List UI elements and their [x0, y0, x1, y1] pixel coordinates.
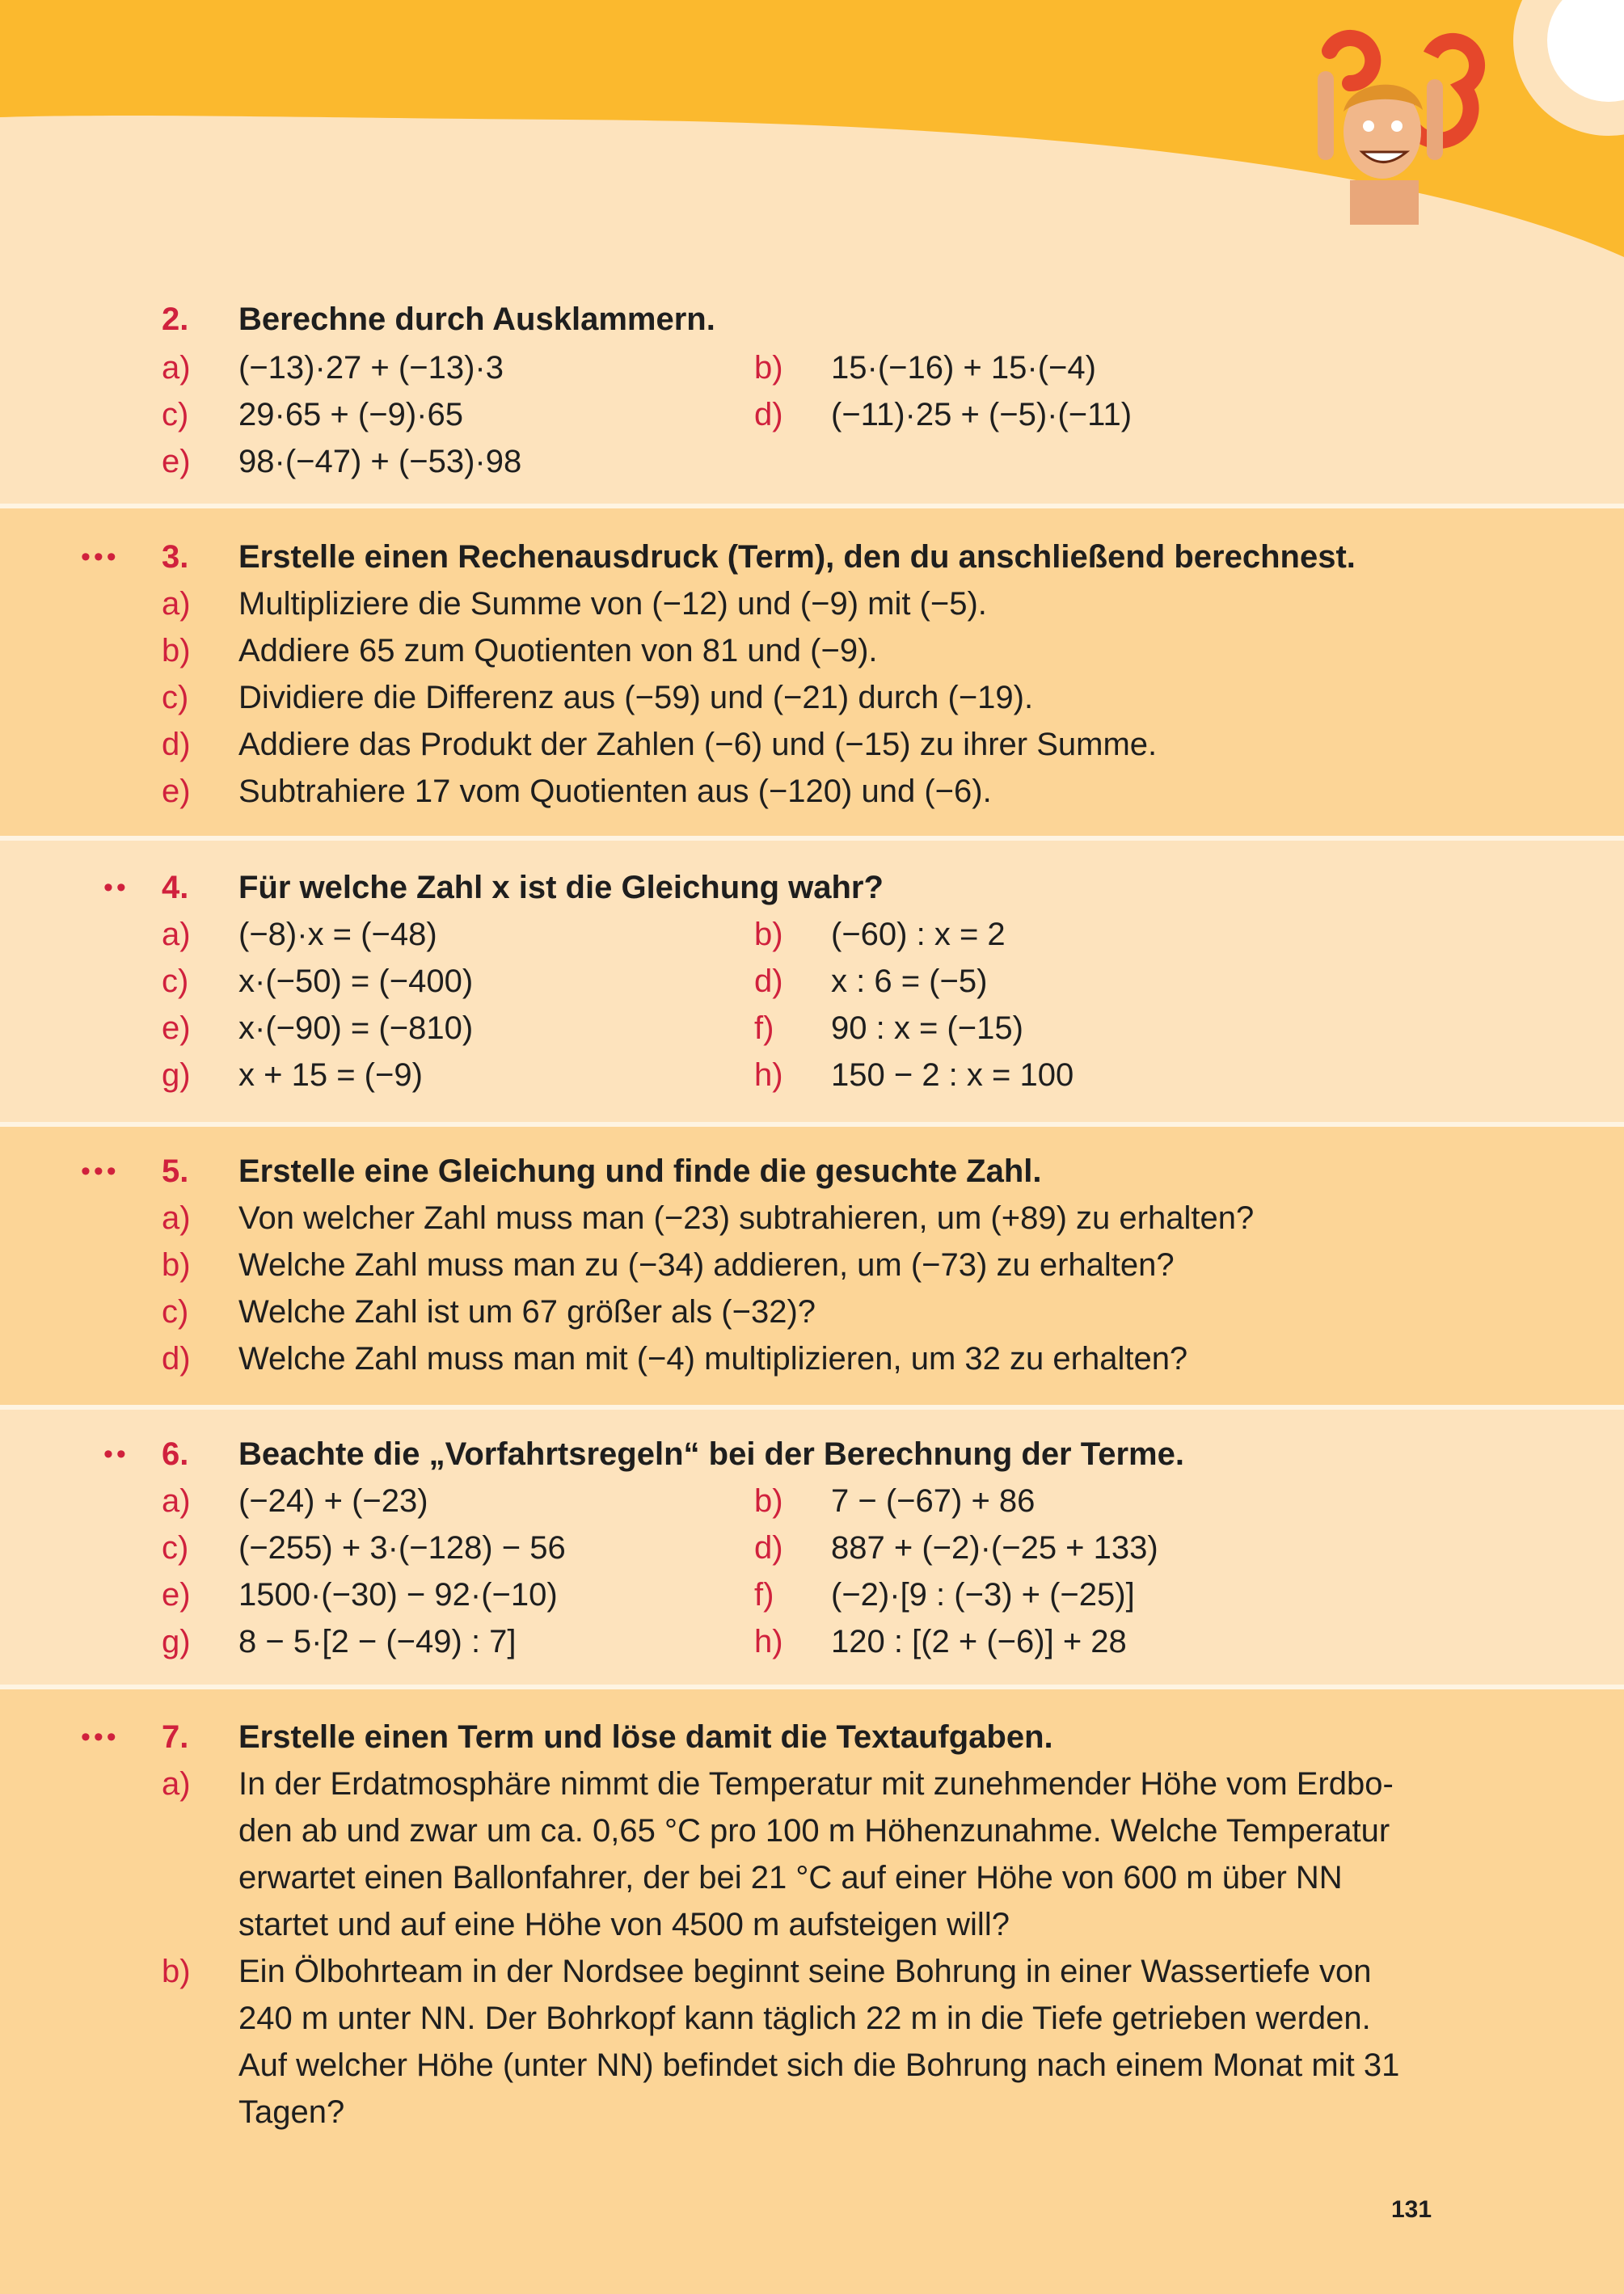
task-number: 5.	[162, 1153, 189, 1189]
item-text-line: Auf welcher Höhe (unter NN) befindet sich die Bohrung nach einem Monat mit 31	[238, 2047, 1400, 2083]
item-letter: b)	[162, 1954, 191, 1989]
task-heading: Berechne durch Ausklammern.	[238, 302, 715, 337]
item-letter: h)	[754, 1057, 783, 1093]
item-text-line: startet und auf eine Höhe von 4500 m aufsteigen will?	[238, 1907, 1010, 1942]
item-text: x·(−90) = (−810)	[238, 1010, 474, 1046]
task-heading: Für welche Zahl x ist die Gleichung wahr?	[238, 870, 884, 905]
item-text: (−8)·x = (−48)	[238, 917, 437, 952]
item-letter: b)	[162, 633, 191, 668]
task-heading: Erstelle einen Term und löse damit die Textaufgaben.	[238, 1719, 1053, 1755]
item-text: x : 6 = (−5)	[831, 964, 988, 999]
task-number: 6.	[162, 1436, 189, 1472]
item-letter: b)	[754, 350, 783, 386]
item-letter: d)	[754, 397, 783, 432]
item-text-line: 240 m unter NN. Der Bohrkopf kann täglich 22 m in die Tiefe getrieben werden.	[238, 2001, 1371, 2036]
item-text: 8 − 5·[2 − (−49) : 7]	[238, 1624, 517, 1659]
item-letter: a)	[162, 350, 191, 386]
difficulty-dots: •••	[81, 1156, 120, 1187]
task-heading: Erstelle eine Gleichung und finde die gesuchte Zahl.	[238, 1153, 1042, 1189]
item-text: Welche Zahl ist um 67 größer als (−32)?	[238, 1294, 816, 1330]
item-letter: b)	[162, 1247, 191, 1283]
item-letter: c)	[162, 1530, 189, 1566]
item-text: 98·(−47) + (−53)·98	[238, 444, 522, 479]
item-letter: c)	[162, 964, 189, 999]
difficulty-dots: •••	[81, 1722, 120, 1752]
item-text: (−11)·25 + (−5)·(−11)	[831, 397, 1133, 432]
item-text: 7 − (−67) + 86	[831, 1483, 1036, 1519]
item-letter: f)	[754, 1577, 774, 1613]
item-text: 29·65 + (−9)·65	[238, 397, 463, 432]
item-letter: h)	[754, 1624, 783, 1659]
item-letter: a)	[162, 917, 191, 952]
item-letter: a)	[162, 1766, 191, 1802]
page-number: 131	[1391, 2196, 1432, 2223]
item-letter: a)	[162, 1483, 191, 1519]
item-text: Dividiere die Differenz aus (−59) und (−21) durch (−19).	[238, 680, 1034, 715]
item-letter: c)	[162, 680, 189, 715]
item-text: 887 + (−2)·(−25 + 133)	[831, 1530, 1158, 1566]
item-letter: b)	[754, 1483, 783, 1519]
item-text-line: Tagen?	[238, 2094, 345, 2130]
task-heading: Erstelle einen Rechenausdruck (Term), den du anschließend berechnest.	[238, 539, 1356, 575]
item-text: Subtrahiere 17 vom Quotienten aus (−120) und (−6).	[238, 774, 992, 809]
item-text: Welche Zahl muss man zu (−34) addieren, um (−73) zu erhalten?	[238, 1247, 1175, 1283]
item-letter: g)	[162, 1624, 191, 1659]
item-text-line: erwartet einen Ballonfahrer, der bei 21 °C auf einer Höhe von 600 m über NN	[238, 1860, 1343, 1896]
task-number: 3.	[162, 539, 189, 575]
item-text: 150 − 2 : x = 100	[831, 1057, 1074, 1093]
task-number: 2.	[162, 302, 189, 337]
item-text: (−24) + (−23)	[238, 1483, 428, 1519]
item-text: 15·(−16) + 15·(−4)	[831, 350, 1096, 386]
item-letter: e)	[162, 444, 191, 479]
task-number: 4.	[162, 870, 189, 905]
item-text: 120 : [(2 + (−6)] + 28	[831, 1624, 1127, 1659]
item-letter: b)	[754, 917, 783, 952]
item-text: Welche Zahl muss man mit (−4) multiplizieren, um 32 zu erhalten?	[238, 1341, 1188, 1377]
item-text: (−13)·27 + (−13)·3	[238, 350, 504, 386]
item-letter: e)	[162, 1577, 191, 1613]
difficulty-dots: •••	[81, 542, 120, 572]
item-letter: d)	[162, 727, 191, 762]
item-letter: e)	[162, 774, 191, 809]
item-text: Von welcher Zahl muss man (−23) subtrahieren, um (+89) zu erhalten?	[238, 1200, 1255, 1236]
item-text: Addiere 65 zum Quotienten von 81 und (−9).	[238, 633, 878, 668]
item-letter: a)	[162, 1200, 191, 1236]
mascot-holding-numbers-illustration	[1285, 23, 1504, 225]
item-letter: c)	[162, 397, 189, 432]
item-letter: g)	[162, 1057, 191, 1093]
item-text: (−60) : x = 2	[831, 917, 1006, 952]
item-text-line: Ein Ölbohrteam in der Nordsee beginnt seine Bohrung in einer Wassertiefe von	[238, 1954, 1372, 1989]
item-text: 1500·(−30) − 92·(−10)	[238, 1577, 558, 1613]
item-letter: d)	[754, 1530, 783, 1566]
item-text: (−255) + 3·(−128) − 56	[238, 1530, 566, 1566]
item-text: Multipliziere die Summe von (−12) und (−9) mit (−5).	[238, 586, 987, 622]
item-text-line: In der Erdatmosphäre nimmt die Temperatur mit zunehmender Höhe vom Erdbo-	[238, 1766, 1394, 1802]
task-number: 7.	[162, 1719, 189, 1755]
item-letter: d)	[754, 964, 783, 999]
item-text: Addiere das Produkt der Zahlen (−6) und (−15) zu ihrer Summe.	[238, 727, 1158, 762]
item-text: x·(−50) = (−400)	[238, 964, 474, 999]
item-letter: d)	[162, 1341, 191, 1377]
item-text-line: den ab und zwar um ca. 0,65 °C pro 100 m Höhenzunahme. Welche Temperatur	[238, 1813, 1390, 1849]
item-text: x + 15 = (−9)	[238, 1057, 423, 1093]
item-letter: a)	[162, 586, 191, 622]
item-text: 90 : x = (−15)	[831, 1010, 1023, 1046]
item-letter: e)	[162, 1010, 191, 1046]
item-text: (−2)·[9 : (−3) + (−25)]	[831, 1577, 1135, 1613]
difficulty-dots: ••	[103, 872, 129, 903]
item-letter: c)	[162, 1294, 189, 1330]
task-heading: Beachte die „Vorfahrtsregeln“ bei der Berechnung der Terme.	[238, 1436, 1184, 1472]
difficulty-dots: ••	[103, 1439, 129, 1470]
item-letter: f)	[754, 1010, 774, 1046]
